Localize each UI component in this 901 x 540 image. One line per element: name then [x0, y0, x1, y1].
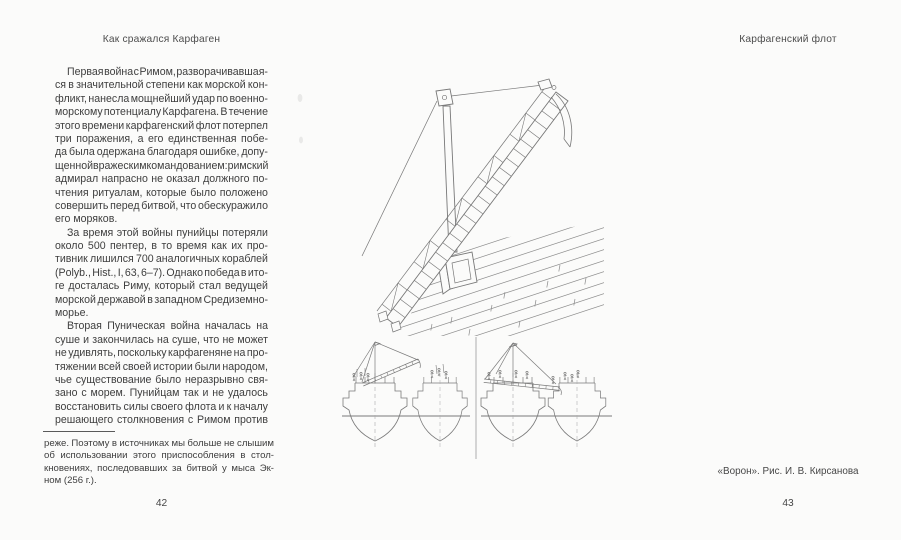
- corvus-bridge: [377, 85, 568, 332]
- text-line: щенной вражеским командованием: римский: [55, 159, 269, 172]
- text-line: морье.: [55, 307, 89, 320]
- text-line: суше и закончилась на суше, что не может: [55, 333, 268, 346]
- right-running-header: Карфагенский флот: [739, 34, 837, 45]
- topping-rope: [451, 85, 543, 96]
- text-line: об использовании этого приспособления в стол-: [44, 450, 274, 462]
- text-line: чье существование было неразрывно свя-: [55, 373, 268, 386]
- ship-deck-planks: [378, 181, 612, 379]
- text-line: тяжении всей своей истории были народом,: [55, 360, 268, 373]
- panel-corvus-lowered: [484, 343, 562, 395]
- text-line: Первая война с Римом, разворачивавшая-: [67, 66, 268, 78]
- panel-corvus-raised: [353, 342, 444, 386]
- text-line: (Polyb., Hist., I, 63, 6–7). Однако победа в ито-: [55, 266, 268, 279]
- text-line: восстановить силы своего флота и к началу: [55, 400, 268, 413]
- text-line: зано с морем. Пунийцам так и не удалось: [55, 387, 268, 400]
- left-page-number: 42: [155, 498, 168, 509]
- text-line: морскому потенциалу Карфагена. В течение: [55, 106, 268, 119]
- text-line: совершить перед битвой, что обескуражило: [55, 199, 268, 212]
- ship-hull: [343, 373, 407, 449]
- text-line: этого времени карфагенский флот потерпел: [55, 119, 268, 132]
- text-line: не удивлять, поскольку карфагеняне на про-: [55, 347, 268, 360]
- pulley-block: [436, 89, 453, 106]
- ship-hull: [548, 373, 606, 449]
- text-line: Вторая Пуническая война началась на: [67, 320, 268, 333]
- text-line: адмирал напрасно не оказал должного по-: [55, 173, 268, 186]
- text-line: ся в значительной степени как морской кон-: [55, 79, 268, 92]
- text-line: ном (256 г.).: [44, 474, 97, 486]
- bridge-winch: [538, 79, 556, 90]
- text-line: около 500 пентер, в то время как их про-: [55, 240, 268, 253]
- scan-artifacts: [298, 94, 303, 143]
- corvus-main-drawing: [362, 79, 612, 379]
- right-page-number: 43: [782, 498, 794, 509]
- text-line: чтения ритуалам, которые было положено: [55, 186, 268, 199]
- illustration-caption: «Ворон». Рис. И. В. Кирсанова: [717, 466, 859, 477]
- text-line: его моряков.: [55, 213, 118, 226]
- text-line: решающего столкновения с Римом против: [55, 414, 268, 427]
- left-running-header: Как сражался Карфаген: [102, 34, 221, 45]
- text-line: За время этой войны пунийцы потеряли: [67, 226, 268, 239]
- text-line: три поражения, а его единственная побе-: [55, 132, 268, 145]
- corvus-sequence-drawing: [342, 337, 612, 459]
- text-line: ге досталась Риму, который стал ведущей: [55, 280, 268, 293]
- text-line: тивник лишился 700 аналогичных кораблей: [55, 253, 268, 266]
- text-line: реже. Поэтому в источниках мы больше не слышим: [44, 438, 274, 449]
- text-line: морской державой в западном Средиземно-: [55, 293, 268, 306]
- hauling-rope: [362, 101, 437, 256]
- ship-hull: [413, 373, 467, 449]
- text-line: кновениях, последовавших за битвой у мыса Эк-: [44, 462, 274, 474]
- text-line: да была одержана благодаря ошибке, допу-: [55, 146, 268, 159]
- bridge-foot: [378, 311, 388, 322]
- text-line: фликт, нанесла мощнейший удар по военно-: [55, 92, 268, 105]
